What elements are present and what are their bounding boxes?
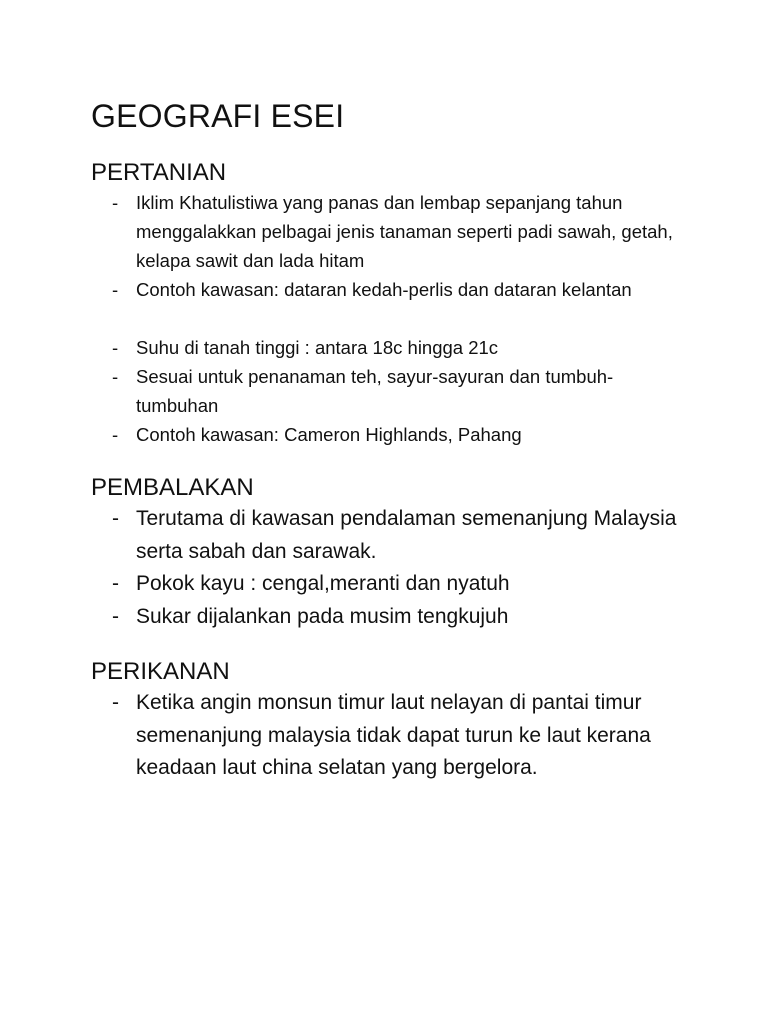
list-item: - Suhu di tanah tinggi : antara 18c hingga 21c [91,333,691,362]
list-item: - Ketika angin monsun timur laut nelayan di pantai timur semenanjung malaysia tidak dapat turun ke laut kerana keadaan laut china selatan yang bergelora. [91,687,691,785]
spacer [91,449,691,473]
section-perikanan [91,657,691,785]
bullet-list [91,188,691,304]
section-pertanian [91,158,691,449]
bullet-list [91,503,691,633]
spacer [91,633,691,657]
list-item: - Sukar dijalankan pada musim tengkujuh [91,601,691,634]
list-item: - Contoh kawasan: Cameron Highlands, Pahang [91,420,691,449]
section-heading: PEMBALAKAN [91,474,254,501]
list-item: - Sesuai untuk penanaman teh, sayur-sayuran dan tumbuh-tumbuhan [91,362,691,420]
list-item: - Terutama di kawasan pendalaman semenanjung Malaysia serta sabah dan sarawak. [91,503,691,568]
document-page [91,96,691,785]
section-pembalakan [91,473,691,633]
bullet-list [91,333,691,449]
spacer [91,304,691,333]
document-title: GEOGRAFI ESEI [91,98,345,134]
bullet-list [91,687,691,785]
section-heading: PERIKANAN [91,658,230,685]
section-heading: PERTANIAN [91,159,227,186]
list-item: - Iklim Khatulistiwa yang panas dan lembap sepanjang tahun menggalakkan pelbagai jenis tanaman seperti padi sawah, getah, kelapa sawit dan lada hitam [91,188,691,275]
list-item: - Pokok kayu : cengal,meranti dan nyatuh [91,568,691,601]
list-item: - Contoh kawasan: dataran kedah-perlis dan dataran kelantan [91,275,691,304]
